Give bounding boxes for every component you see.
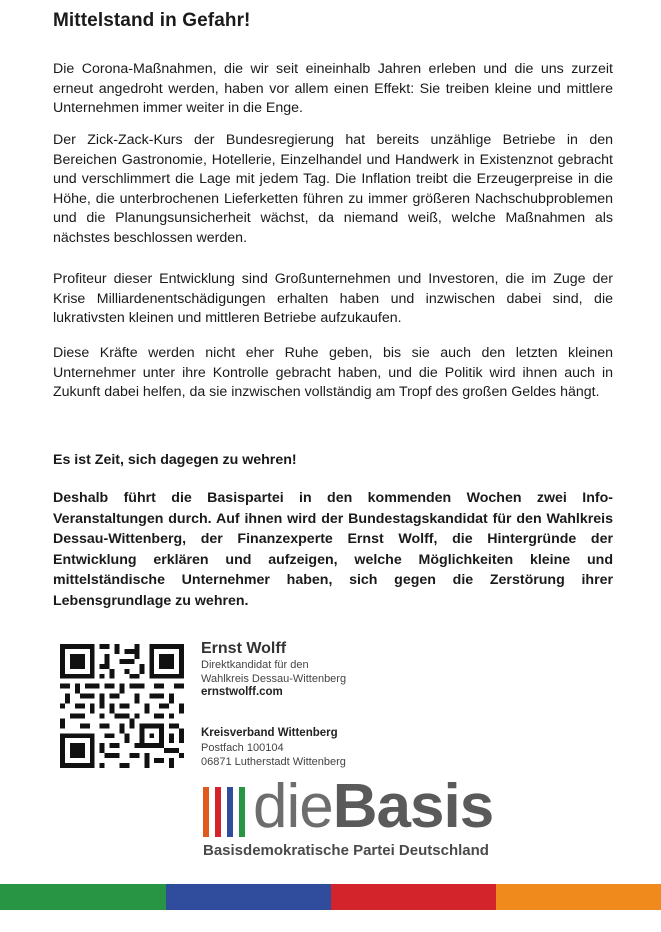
paragraph-kraefte: Diese Kräfte werden nicht eher Ruhe geben, bis sie auch den letzten kleinen Unternehmer unter ihre Kontrolle gebracht haben, und die Politik wird ihnen auch in Zukunft dabei helfen, da sie inzwischen vollständig am Tropf des großen Geldes hängt. xyxy=(53,345,613,400)
page-title: Mittelstand in Gefahr! xyxy=(53,10,251,31)
org-contact xyxy=(201,726,346,769)
candidate-role-line1: Direktkandidat für den xyxy=(201,659,309,671)
logo-word-basis: Basis xyxy=(332,772,494,841)
qr-code-icon[interactable] xyxy=(60,644,184,768)
org-address-line2: 06871 Lutherstadt Wittenberg xyxy=(201,756,346,768)
candidate-website-link[interactable]: ernstwolff.com xyxy=(201,686,283,698)
color-stripe-orange xyxy=(496,884,661,910)
logo-word-die: die xyxy=(253,772,333,841)
org-address-line1: Postfach 100104 xyxy=(201,742,284,754)
candidate-role-line2: Wahlkreis Dessau-Wittenberg xyxy=(201,673,347,685)
logo-bars-icon xyxy=(203,787,247,837)
announcement-text: Deshalb führt die Basispartei in den kommenden Wochen zwei Info-Veranstaltungen durch. Auf ihnen wird der Bundestagskandidat für den Wahlkreis Dessau-Wittenberg, der Finanzexperte Ernst Wolff, die Hintergründe der Entwicklung erklären und aufzeigen, welche Möglichkeiten kleine und mittelständische Unternehmer haben, sich gegen die Zerstörung ihrer Lebensgrundlage zu wehren. xyxy=(53,490,613,609)
color-stripe-blue xyxy=(166,884,331,910)
party-logo xyxy=(253,772,493,842)
color-stripe-red xyxy=(331,884,496,910)
candidate-contact xyxy=(201,640,346,698)
paragraph-intro: Die Corona-Maßnahmen, die wir seit eineinhalb Jahren erleben und die uns zurzeit erneut angedroht werden, haben vor allem einen Effekt: Sie treiben kleine und mittlere Unternehmen immer weiter in die Enge. xyxy=(53,61,613,116)
paragraph-profiteur: Profiteur dieser Entwicklung sind Großunternehmen und Investoren, die im Zuge der Krise Milliardenentschädigungen erhalten haben und inzwischen dabei sind, die lukrativsten kleinen und mittleren Betriebe aufzukaufen. xyxy=(53,271,613,326)
color-stripe-green xyxy=(0,884,166,910)
party-tagline: Basisdemokratische Partei Deutschland xyxy=(203,842,489,859)
callout-text: Es ist Zeit, sich dagegen zu wehren! xyxy=(53,452,297,468)
org-name: Kreisverband Wittenberg xyxy=(201,727,338,739)
paragraph-zickzack: Der Zick-Zack-Kurs der Bundesregierung hat bereits unzählige Betriebe in den Bereichen Gastronomie, Hotellerie, Einzelhandel und Handwerk in Existenznot gebracht und verschlimmert die Lage mit jedem Tag. Die Inflation treibt die Erzeugerpreise in die Höhe, die unterbrochenen Lieferketten führen zu immer größeren Nachschubproblemen und die Planungsunsicherheit wächst, da niemand weiß, welche Maßnahmen als nächstes beschlossen werden. xyxy=(53,132,613,246)
candidate-name: Ernst Wolff xyxy=(201,640,287,657)
